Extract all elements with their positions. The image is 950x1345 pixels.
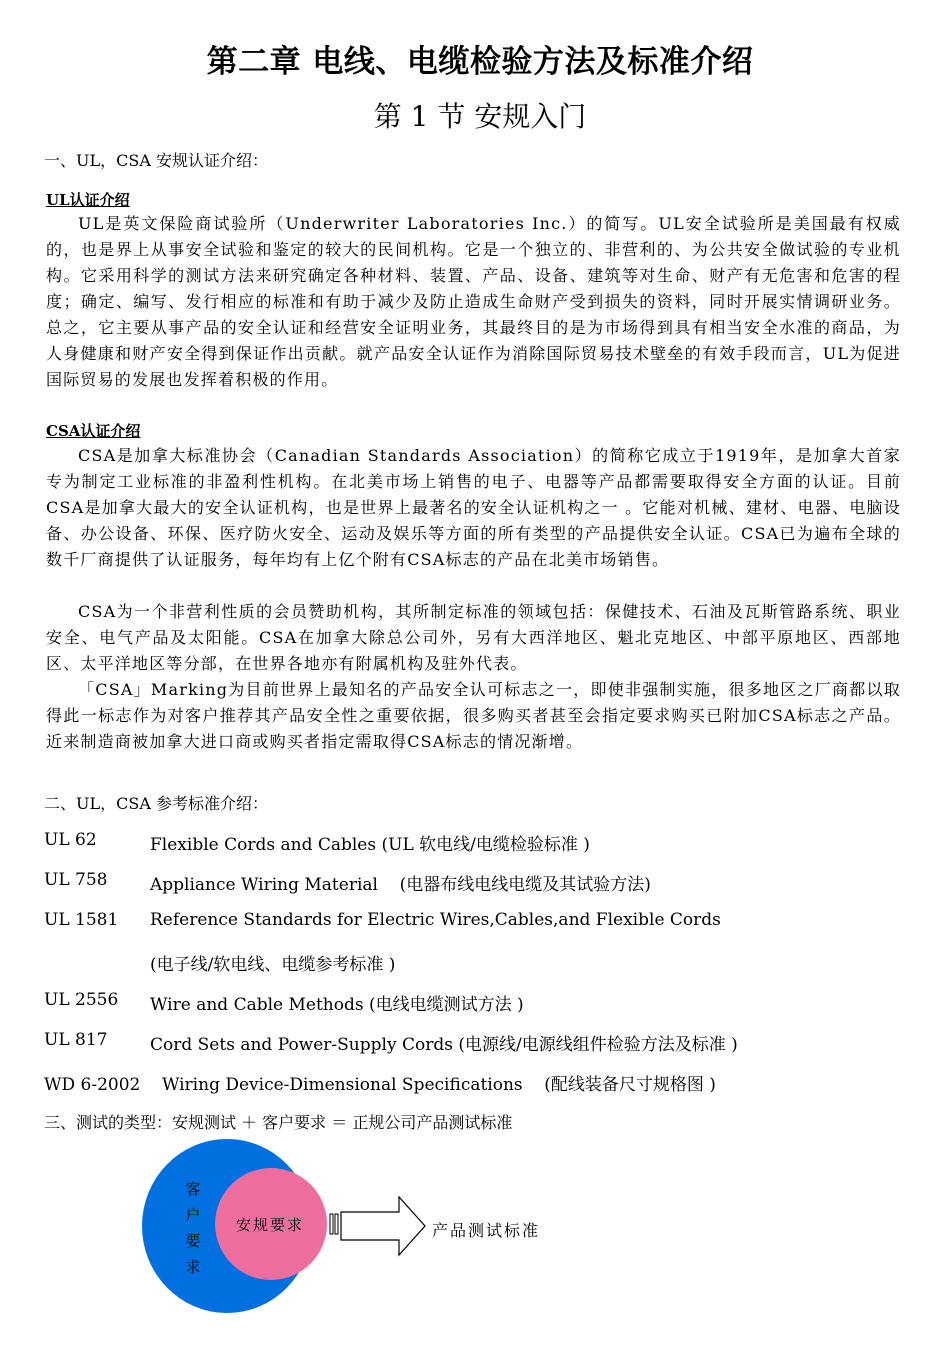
csa-heading: CSA认证介绍 bbox=[46, 422, 141, 440]
standard-description: Cord Sets and Power-Supply Cords (电源线/电源线组件检验方法及标准 ) bbox=[150, 1035, 738, 1055]
standard-line-wd: WD 6-2002 Wiring Device-Dimensional Specifications (配线装备尺寸规格图 ) bbox=[44, 1075, 716, 1095]
arrow-icon bbox=[341, 1197, 425, 1255]
standard-description-continued: (电子线/软电线、电缆参考标准 ) bbox=[150, 955, 396, 975]
customer-requirement-label bbox=[183, 1176, 203, 1280]
part1-heading: 一、UL，CSA 安规认证介绍： bbox=[44, 151, 268, 170]
chapter-title: 第二章 电线、电缆检验方法及标准介绍 bbox=[206, 44, 754, 80]
csa-paragraph-2: CSA为一个非营利性质的会员赞助机构，其所制定标准的领域包括：保健技术、石油及瓦斯管路系统、职业安全、电气产品及太阳能。CSA在加拿大除总公司外，另有大西洋地区、魁北克地区、中部平原地区、西部地区、太平洋地区等分部，在世界各地亦有附属机构及驻外代表。 bbox=[46, 602, 901, 673]
standard-description: Appliance Wiring Material (电器布线电线电缆及其试验方法) bbox=[150, 875, 651, 895]
standard-code: UL 62 bbox=[44, 830, 97, 850]
label-char: 要 bbox=[185, 1232, 201, 1250]
arrow-bar bbox=[330, 1214, 333, 1234]
standard-description: Wire and Cable Methods (电线电缆测试方法 ) bbox=[150, 995, 524, 1015]
safety-requirement-label: 安规要求 bbox=[236, 1216, 305, 1234]
part2-heading: 二、UL，CSA 参考标准介绍： bbox=[44, 794, 268, 813]
label-char: 求 bbox=[185, 1258, 201, 1276]
label-char: 户 bbox=[185, 1206, 201, 1224]
standard-description: Reference Standards for Electric Wires,Cables,and Flexible Cords bbox=[150, 910, 721, 930]
test-type-diagram bbox=[140, 1130, 600, 1320]
label-char: 客 bbox=[185, 1180, 201, 1198]
ul-heading: UL认证介绍 bbox=[46, 191, 130, 209]
part3-heading: 三、测试的类型：安规测试 ＋ 客户要求 ＝ 正规公司产品测试标准 bbox=[44, 1113, 513, 1132]
standard-description: Flexible Cords and Cables (UL 软电线/电缆检验标准 ) bbox=[150, 835, 590, 855]
standard-code: UL 758 bbox=[44, 870, 108, 890]
csa-paragraph-1: CSA是加拿大标准协会（Canadian Standards Association）的简称它成立于1919年，是加拿大首家专为制定工业标准的非盈利性机构。在北美市场上销售的电子、电器等产品都需要取得安全方面的认证。目前CSA是加拿大最大的安全认证机构，也是世界上最著名的安全认证机构之一 。它能对机械、建材、电器、电脑设备、办公设备、环保、医疗防火安全、运动及娱乐等方面的所有类型的产品提供安全认证。CSA已为遍布全球的数千厂商提供了认证服务，每年均有上亿个附有CSA标志的产品在北美市场销售。 bbox=[46, 446, 901, 569]
arrow-bar bbox=[335, 1214, 338, 1234]
standard-code: UL 1581 bbox=[44, 910, 119, 930]
csa-paragraph-3: 「CSA」Marking为目前世界上最知名的产品安全认可标志之一，即使非强制实施，很多地区之厂商都以取得此一标志作为对客户推荐其产品安全性之重要依据，很多购买者甚至会指定要求购买已附加CSA标志之产品。近来制造商被加拿大进口商或购买者指定需取得CSA标志的情况渐增。 bbox=[46, 680, 901, 751]
product-test-standard-label: 产品测试标准 bbox=[432, 1221, 541, 1240]
section-title: 第 1 节 安规入门 bbox=[373, 100, 587, 133]
standard-code: UL 817 bbox=[44, 1030, 108, 1050]
ul-paragraph: UL是英文保险商试验所（Underwriter Laboratories Inc.）的简写。UL安全试验所是美国最有权威的，也是界上从事安全试验和鉴定的较大的民间机构。它是一个独立的、非营利的、为公共安全做试验的专业机构。它采用科学的测试方法来研究确定各种材料、装置、产品、设备、建筑等对生命、财产有无危害和危害的程度；确定、编写、发行相应的标准和有助于减少及防止造成生命财产受到损失的资料，同时开展实情调研业务。总之，它主要从事产品的安全认证和经营安全证明业务，其最终目的是为市场得到具有相当安全水准的商品，为人身健康和财产安全得到保证作出贡献。就产品安全认证作为消除国际贸易技术壁垒的有效手段而言，UL为促进国际贸易的发展也发挥着积极的作用。 bbox=[46, 214, 901, 389]
standard-code: UL 2556 bbox=[44, 990, 119, 1010]
